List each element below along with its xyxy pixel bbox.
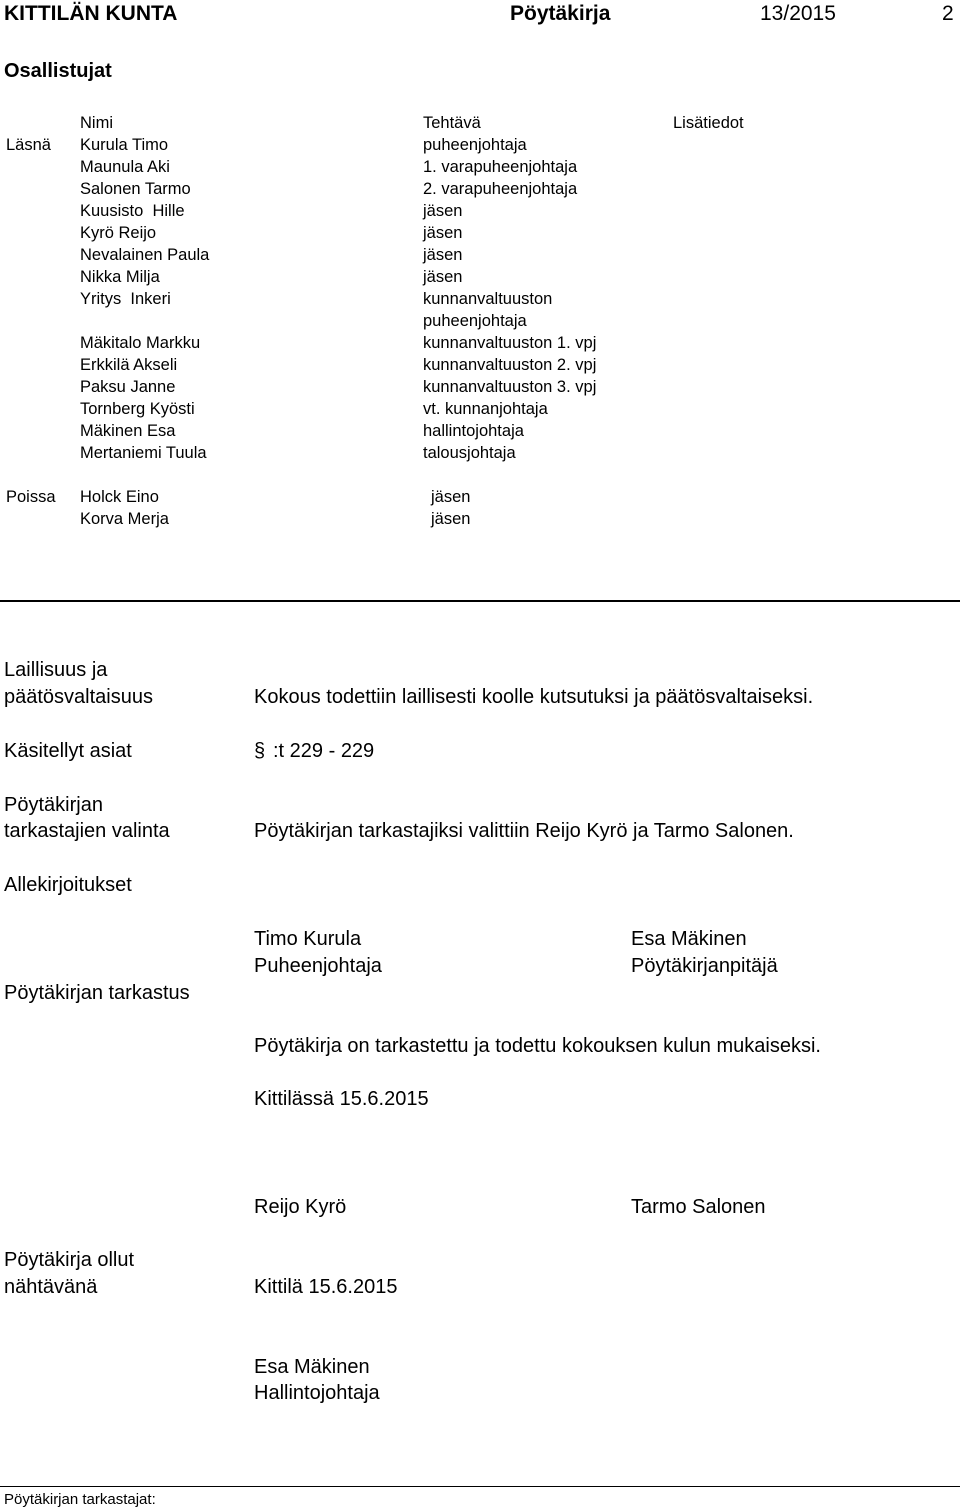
chair-title: Puheenjohtaja xyxy=(254,955,382,977)
display-place-date: Kittilä 15.6.2015 xyxy=(254,1276,398,1298)
inspector-1-name: Reijo Kyrö xyxy=(254,1196,347,1218)
participant-name: Nevalainen Paula xyxy=(80,246,210,264)
participant-name: Kurula Timo xyxy=(80,136,169,154)
column-header-role: Tehtävä xyxy=(423,114,481,132)
secretary-name: Esa Mäkinen xyxy=(631,928,747,950)
inspector-2-name: Tarmo Salonen xyxy=(631,1196,766,1218)
participant-name: Mäkitalo Markku xyxy=(80,334,201,352)
participant-role: talousjohtaja xyxy=(423,444,516,462)
participant-name: Tornberg Kyösti xyxy=(80,400,195,418)
inspectors-text: Pöytäkirjan tarkastajiksi valittiin Reijo Kyrö ja Tarmo Salonen. xyxy=(254,820,794,842)
participant-role: jäsen xyxy=(431,510,471,528)
present-label: Läsnä xyxy=(6,136,51,154)
participant-name: Maunula Aki xyxy=(80,158,170,176)
participant-role: jäsen xyxy=(423,246,463,264)
inspection-label: Pöytäkirjan tarkastus xyxy=(4,982,190,1004)
participant-name: Erkkilä Akseli xyxy=(80,356,178,374)
section-sign: § xyxy=(254,740,266,762)
participant-role: 1. varapuheenjohtaja xyxy=(423,158,578,176)
participant-name: Mäkinen Esa xyxy=(80,422,176,440)
participant-name: Nikka Milja xyxy=(80,268,160,286)
legality-label-line2: päätösvaltaisuus xyxy=(4,686,153,708)
page-number: 2 xyxy=(942,2,954,25)
organization-name: KITTILÄN KUNTA xyxy=(4,2,178,25)
display-label-line2: nähtävänä xyxy=(4,1276,98,1298)
participant-name: Kuusisto Hille xyxy=(80,202,185,220)
participant-name: Salonen Tarmo xyxy=(80,180,191,198)
participant-name: Kyrö Reijo xyxy=(80,224,157,242)
inspectors-label-line1: Pöytäkirjan xyxy=(4,794,103,816)
participant-role: hallintojohtaja xyxy=(423,422,524,440)
participant-role: vt. kunnanjohtaja xyxy=(423,400,548,418)
participant-role-continued: puheenjohtaja xyxy=(423,312,527,330)
section-divider xyxy=(0,600,960,602)
participant-role: jäsen xyxy=(423,268,463,286)
participant-role: 2. varapuheenjohtaja xyxy=(423,180,578,198)
inspection-text: Pöytäkirja on tarkastettu ja todettu kokouksen kulun mukaiseksi. xyxy=(254,1035,821,1057)
participant-name: Mertaniemi Tuula xyxy=(80,444,207,462)
participant-role: jäsen xyxy=(423,224,463,242)
participant-name: Yritys Inkeri xyxy=(80,290,171,308)
signatures-label: Allekirjoitukset xyxy=(4,874,132,896)
participant-role: kunnanvaltuuston 2. vpj xyxy=(423,356,597,374)
participant-role: kunnanvaltuuston 3. vpj xyxy=(423,378,597,396)
display-signer-title: Hallintojohtaja xyxy=(254,1382,380,1404)
display-label-line1: Pöytäkirja ollut xyxy=(4,1249,135,1271)
participant-role: kunnanvaltuuston 1. vpj xyxy=(423,334,597,352)
participant-name: Korva Merja xyxy=(80,510,169,528)
column-header-extra: Lisätiedot xyxy=(673,114,744,132)
legality-text: Kokous todettiin laillisesti koolle kutsutuksi ja päätösvaltaiseksi. xyxy=(254,686,814,708)
participant-name: Paksu Janne xyxy=(80,378,176,396)
chair-name: Timo Kurula xyxy=(254,928,362,950)
footer-inspectors-label: Pöytäkirjan tarkastajat: xyxy=(4,1491,156,1508)
items-label: Käsitellyt asiat xyxy=(4,740,132,762)
inspectors-label-line2: tarkastajien valinta xyxy=(4,820,170,842)
participant-name: Holck Eino xyxy=(80,488,159,506)
document-type: Pöytäkirja xyxy=(510,2,611,25)
participant-role: puheenjohtaja xyxy=(423,136,527,154)
document-number: 13/2015 xyxy=(760,2,836,25)
inspection-place-date: Kittilässä 15.6.2015 xyxy=(254,1088,429,1110)
items-range: :t 229 - 229 xyxy=(273,740,375,762)
participants-heading: Osallistujat xyxy=(4,60,112,82)
column-header-name: Nimi xyxy=(80,114,113,132)
participant-role: jäsen xyxy=(431,488,471,506)
display-signer-name: Esa Mäkinen xyxy=(254,1356,370,1378)
absent-label: Poissa xyxy=(6,488,56,506)
participant-role: jäsen xyxy=(423,202,463,220)
legality-label-line1: Laillisuus ja xyxy=(4,659,108,681)
participant-role: kunnanvaltuuston xyxy=(423,290,553,308)
secretary-title: Pöytäkirjanpitäjä xyxy=(631,955,778,977)
footer-divider xyxy=(0,1486,960,1487)
